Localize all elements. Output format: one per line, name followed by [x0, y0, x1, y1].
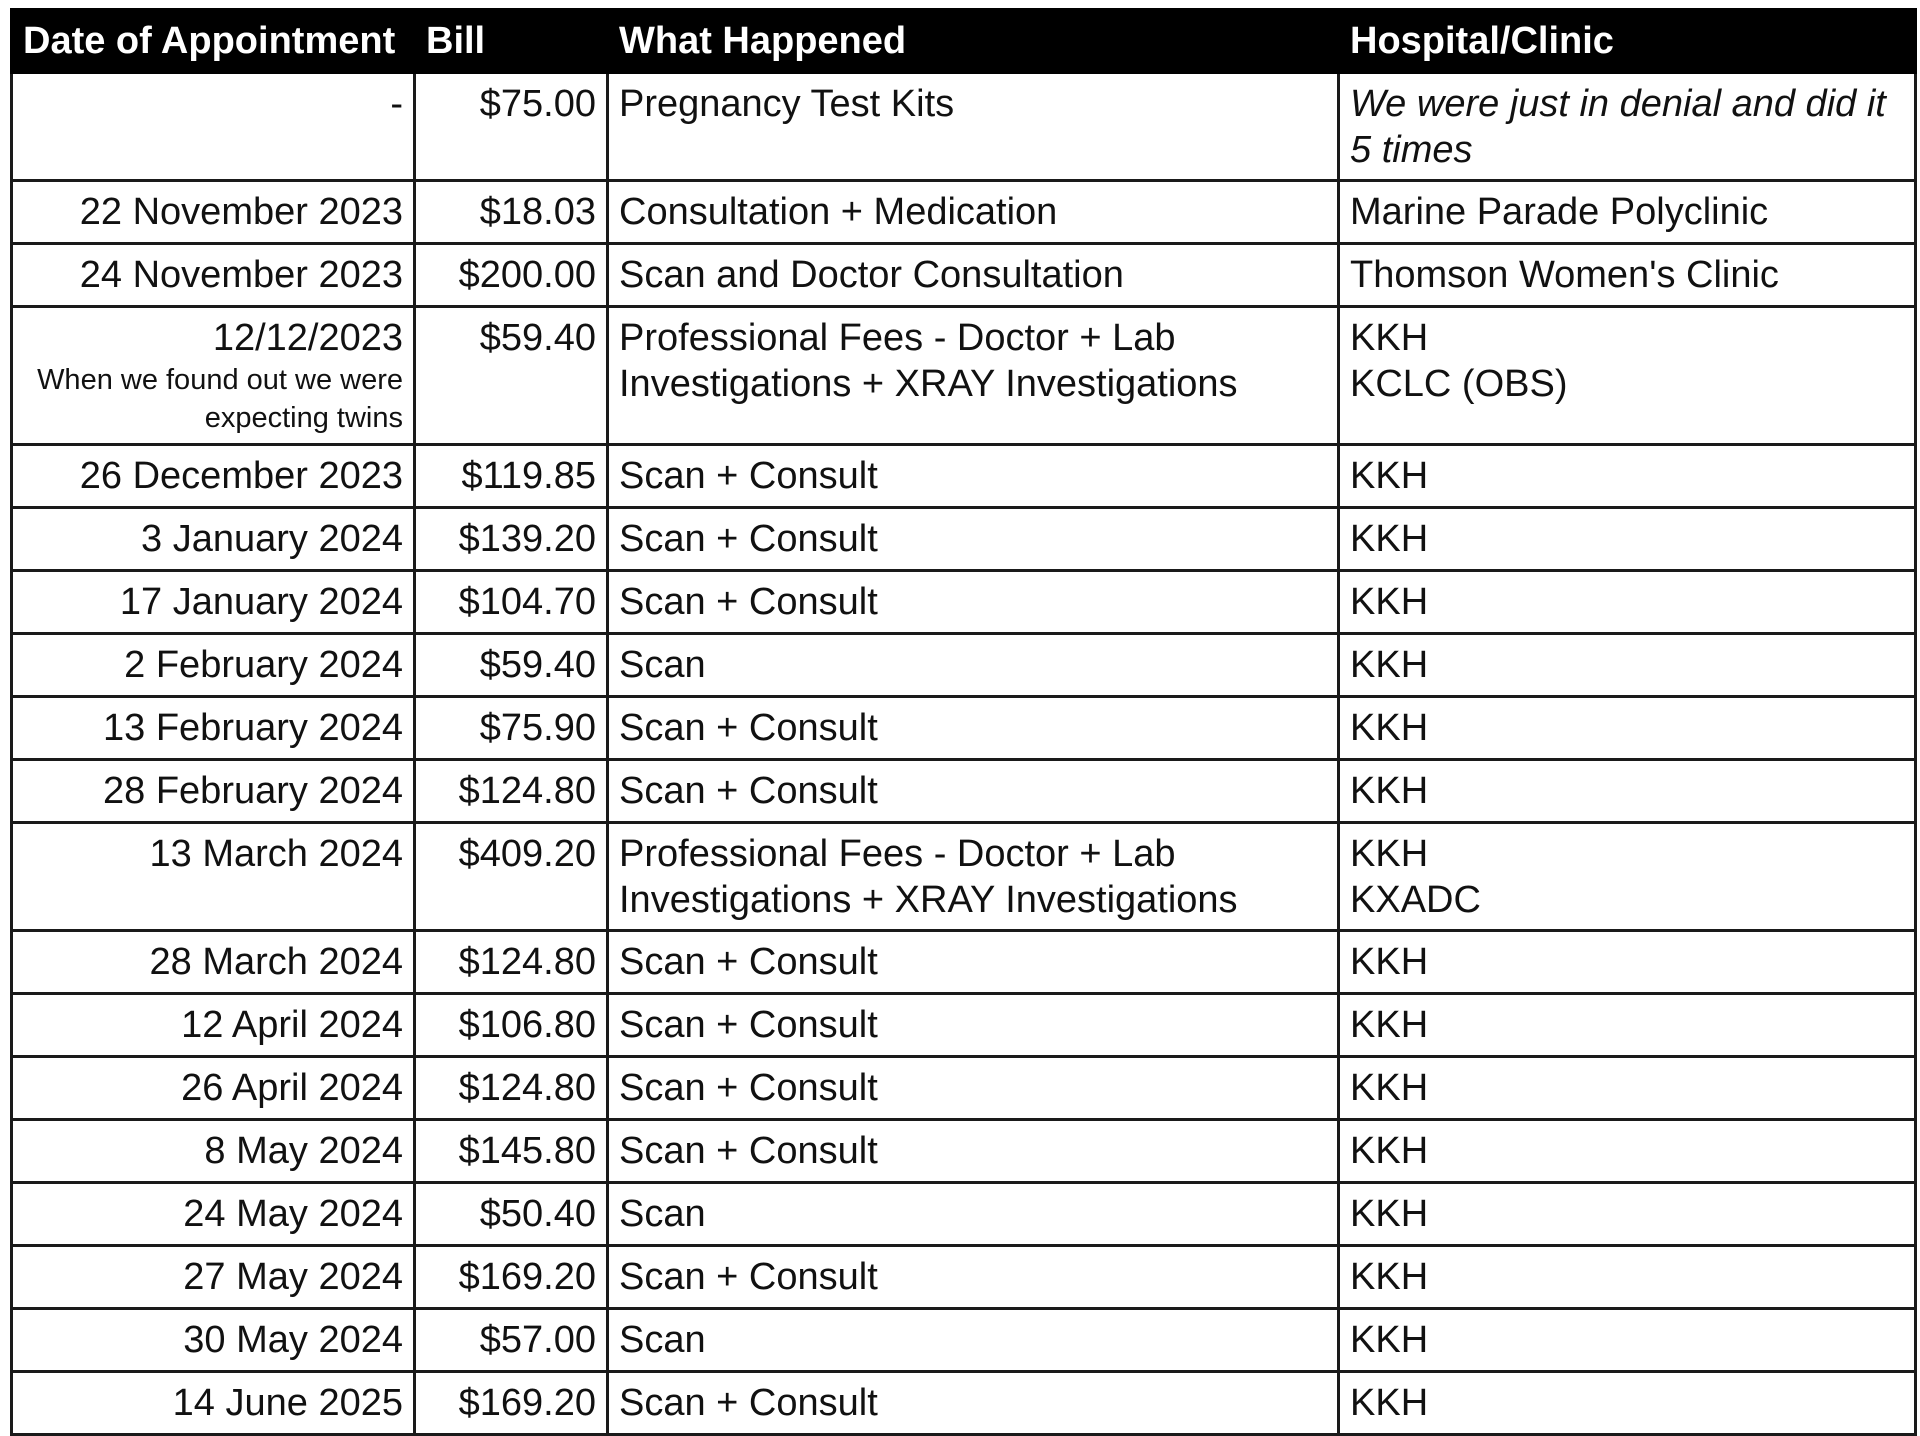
cell-date — [12, 1372, 415, 1435]
table-row — [12, 1246, 1916, 1309]
cell-bill: $169.20 — [415, 1246, 608, 1309]
table-row — [12, 994, 1916, 1057]
cell-hospital-clinic — [1339, 244, 1916, 307]
what-happened-line: Scan + Consult — [619, 1067, 878, 1109]
hospital-line: KKH — [1350, 1004, 1429, 1046]
cell-hospital-clinic — [1339, 73, 1916, 181]
table-row — [12, 697, 1916, 760]
cell-hospital-clinic — [1339, 307, 1916, 445]
what-happened-line: Scan — [619, 644, 706, 686]
cell-bill: $59.40 — [415, 307, 608, 445]
cell-date — [12, 1183, 415, 1246]
cell-date — [12, 994, 415, 1057]
what-happened-line: Scan and Doctor Consultation — [619, 254, 1124, 296]
hospital-line: KKH — [1350, 455, 1429, 497]
cell-bill: $75.90 — [415, 697, 608, 760]
cell-hospital-clinic — [1339, 1057, 1916, 1120]
table-row — [12, 244, 1916, 307]
cell-hospital-clinic — [1339, 634, 1916, 697]
cell-bill: $119.85 — [415, 445, 608, 508]
table-row — [12, 634, 1916, 697]
table-body — [12, 73, 1916, 1435]
cell-date — [12, 634, 415, 697]
cell-bill: $409.20 — [415, 823, 608, 931]
table-row — [12, 1372, 1916, 1435]
what-happened-line: Scan — [619, 1193, 706, 1235]
cell-hospital-clinic — [1339, 1183, 1916, 1246]
cell-date — [12, 1309, 415, 1372]
appointment-bills-table — [10, 8, 1917, 1436]
cell-hospital-clinic — [1339, 760, 1916, 823]
cell-date — [12, 73, 415, 181]
cell-hospital-clinic — [1339, 1372, 1916, 1435]
what-happened-line: Professional Fees - Doctor + Lab — [619, 317, 1176, 359]
date-text: 24 May 2024 — [183, 1193, 403, 1235]
cell-what-happened — [608, 508, 1339, 571]
hospital-line: KKH — [1350, 1130, 1429, 1172]
what-happened-line: Scan + Consult — [619, 941, 878, 983]
table-row — [12, 1309, 1916, 1372]
header-bill: Bill — [415, 10, 608, 73]
date-text: 2 February 2024 — [124, 644, 403, 686]
hospital-line: KKH — [1350, 770, 1429, 812]
cell-bill: $104.70 — [415, 571, 608, 634]
cell-hospital-clinic — [1339, 1309, 1916, 1372]
what-happened-line: Scan + Consult — [619, 707, 878, 749]
hospital-line: KKH — [1350, 518, 1429, 560]
hospital-line: KKH — [1350, 317, 1429, 359]
hospital-line: KKH — [1350, 581, 1429, 623]
cell-what-happened — [608, 244, 1339, 307]
cell-what-happened — [608, 73, 1339, 181]
cell-what-happened — [608, 994, 1339, 1057]
cell-what-happened — [608, 1309, 1339, 1372]
cell-date — [12, 697, 415, 760]
cell-hospital-clinic — [1339, 181, 1916, 244]
cell-what-happened — [608, 760, 1339, 823]
bills-sheet — [10, 8, 1914, 1436]
what-happened-line: Scan + Consult — [619, 770, 878, 812]
table-row — [12, 508, 1916, 571]
date-text: 28 March 2024 — [149, 941, 403, 983]
cell-hospital-clinic — [1339, 508, 1916, 571]
cell-bill: $75.00 — [415, 73, 608, 181]
cell-what-happened — [608, 445, 1339, 508]
table-row — [12, 445, 1916, 508]
cell-date — [12, 244, 415, 307]
cell-bill: $59.40 — [415, 634, 608, 697]
cell-bill: $50.40 — [415, 1183, 608, 1246]
hospital-line: KKH — [1350, 1382, 1429, 1424]
date-text: 17 January 2024 — [119, 581, 403, 623]
header-row — [12, 10, 1916, 73]
cell-what-happened — [608, 634, 1339, 697]
date-text: 3 January 2024 — [141, 518, 403, 560]
date-text: 8 May 2024 — [204, 1130, 403, 1172]
what-happened-line: Scan + Consult — [619, 455, 878, 497]
table-row — [12, 823, 1916, 931]
hospital-line: KKH — [1350, 707, 1429, 749]
hospital-line: KKH — [1350, 644, 1429, 686]
cell-bill: $139.20 — [415, 508, 608, 571]
table-row — [12, 571, 1916, 634]
hospital-line: Marine Parade Polyclinic — [1350, 191, 1769, 233]
hospital-line: KKH — [1350, 833, 1429, 875]
what-happened-line: Scan + Consult — [619, 1004, 878, 1046]
date-text: 24 November 2023 — [79, 254, 403, 296]
cell-bill: $18.03 — [415, 181, 608, 244]
cell-what-happened — [608, 931, 1339, 994]
cell-hospital-clinic — [1339, 823, 1916, 931]
header-date: Date of Appointment — [12, 10, 415, 73]
table-row — [12, 73, 1916, 181]
what-happened-line: Scan — [619, 1319, 706, 1361]
hospital-line: KCLC (OBS) — [1350, 363, 1568, 405]
cell-bill: $124.80 — [415, 931, 608, 994]
table-header — [12, 10, 1916, 73]
date-note: When we found out we were expecting twins — [37, 364, 403, 434]
date-text: 12/12/2023 — [212, 317, 403, 359]
cell-what-happened — [608, 1183, 1339, 1246]
table-row — [12, 931, 1916, 994]
table-row — [12, 1183, 1916, 1246]
hospital-line: KKH — [1350, 941, 1429, 983]
what-happened-line: Scan + Consult — [619, 518, 878, 560]
date-text: 13 March 2024 — [149, 833, 403, 875]
cell-date — [12, 1246, 415, 1309]
date-text: - — [390, 83, 403, 125]
hospital-line: Thomson Women's Clinic — [1350, 254, 1779, 296]
cell-what-happened — [608, 1057, 1339, 1120]
cell-date — [12, 181, 415, 244]
cell-hospital-clinic — [1339, 571, 1916, 634]
cell-what-happened — [608, 697, 1339, 760]
table-row — [12, 1120, 1916, 1183]
hospital-line: KKH — [1350, 1193, 1429, 1235]
cell-hospital-clinic — [1339, 445, 1916, 508]
header-what-happened: What Happened — [608, 10, 1339, 73]
hospital-line: 5 times — [1350, 129, 1473, 171]
date-text: 26 April 2024 — [181, 1067, 403, 1109]
cell-hospital-clinic — [1339, 994, 1916, 1057]
cell-date — [12, 307, 415, 445]
cell-date — [12, 823, 415, 931]
cell-bill: $124.80 — [415, 760, 608, 823]
what-happened-line: Consultation + Medication — [619, 191, 1058, 233]
hospital-line: KKH — [1350, 1067, 1429, 1109]
date-text: 22 November 2023 — [79, 191, 403, 233]
cell-date — [12, 1057, 415, 1120]
cell-bill: $124.80 — [415, 1057, 608, 1120]
cell-hospital-clinic — [1339, 1120, 1916, 1183]
date-text: 26 December 2023 — [79, 455, 403, 497]
what-happened-line: Investigations + XRAY Investigations — [619, 363, 1238, 405]
table-row — [12, 1057, 1916, 1120]
cell-what-happened — [608, 571, 1339, 634]
cell-date — [12, 508, 415, 571]
hospital-line: KKH — [1350, 1319, 1429, 1361]
hospital-line: KXADC — [1350, 879, 1481, 921]
cell-what-happened — [608, 823, 1339, 931]
cell-bill: $57.00 — [415, 1309, 608, 1372]
cell-what-happened — [608, 1120, 1339, 1183]
cell-bill: $200.00 — [415, 244, 608, 307]
hospital-line: KKH — [1350, 1256, 1429, 1298]
cell-hospital-clinic — [1339, 1246, 1916, 1309]
what-happened-line: Professional Fees - Doctor + Lab — [619, 833, 1176, 875]
date-text: 13 February 2024 — [103, 707, 403, 749]
cell-bill: $145.80 — [415, 1120, 608, 1183]
cell-what-happened — [608, 181, 1339, 244]
cell-hospital-clinic — [1339, 697, 1916, 760]
what-happened-line: Investigations + XRAY Investigations — [619, 879, 1238, 921]
cell-what-happened — [608, 1246, 1339, 1309]
cell-date — [12, 571, 415, 634]
date-text: 28 February 2024 — [103, 770, 403, 812]
date-text: 27 May 2024 — [183, 1256, 403, 1298]
what-happened-line: Scan + Consult — [619, 1130, 878, 1172]
what-happened-line: Pregnancy Test Kits — [619, 83, 955, 125]
cell-date — [12, 1120, 415, 1183]
cell-date — [12, 445, 415, 508]
what-happened-line: Scan + Consult — [619, 1256, 878, 1298]
date-text: 12 April 2024 — [181, 1004, 403, 1046]
header-hospital-clinic: Hospital/Clinic — [1339, 10, 1916, 73]
hospital-line: We were just in denial and did it — [1350, 83, 1886, 125]
date-text: 14 June 2025 — [172, 1382, 403, 1424]
cell-bill: $106.80 — [415, 994, 608, 1057]
cell-bill: $169.20 — [415, 1372, 608, 1435]
what-happened-line: Scan + Consult — [619, 581, 878, 623]
table-row — [12, 760, 1916, 823]
cell-date — [12, 760, 415, 823]
cell-hospital-clinic — [1339, 931, 1916, 994]
cell-date — [12, 931, 415, 994]
cell-what-happened — [608, 1372, 1339, 1435]
what-happened-line: Scan + Consult — [619, 1382, 878, 1424]
date-text: 30 May 2024 — [183, 1319, 403, 1361]
table-row — [12, 181, 1916, 244]
cell-what-happened — [608, 307, 1339, 445]
table-row — [12, 307, 1916, 445]
